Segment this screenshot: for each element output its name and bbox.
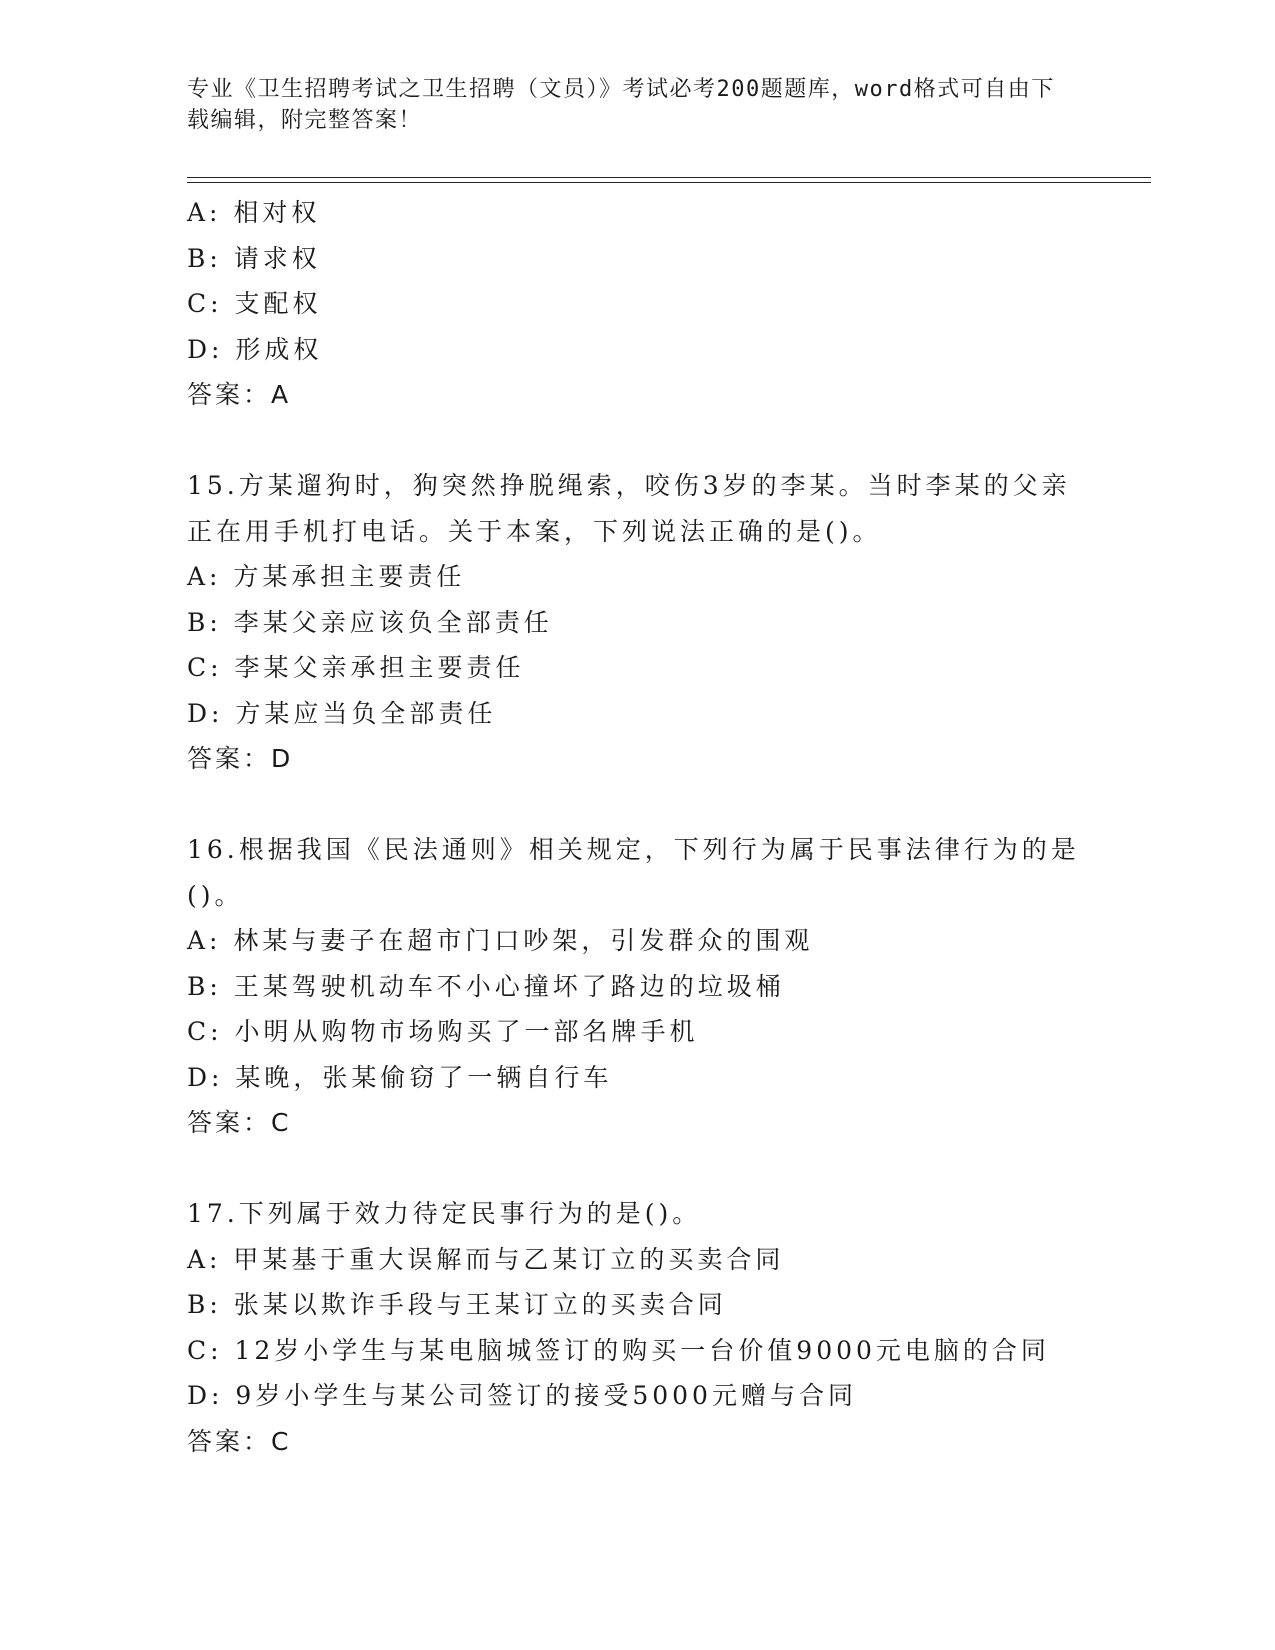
option-c: C: 支配权 <box>187 289 322 318</box>
document-header: 专业《卫生招聘考试之卫生招聘（文员）》考试必考200题题库，word格式可自由下载编辑，附完整答案！ <box>187 77 1055 133</box>
answer-line: 答案：C <box>187 1108 292 1137</box>
option-d: D: 某晚，张某偷窃了一辆自行车 <box>187 1062 613 1092</box>
option-b: B: 李某父亲应该负全部责任 <box>187 607 553 637</box>
spacer <box>187 418 1087 464</box>
option-b: B: 张某以欺诈手段与王某订立的买卖合同 <box>187 1290 727 1319</box>
option-a: A: 相对权 <box>187 198 321 227</box>
header-divider-bottom <box>187 182 1151 183</box>
question-block <box>187 1191 1087 1464</box>
option-d: D: 9岁小学生与某公司签订的接受5000元赠与合同 <box>187 1381 857 1410</box>
option-d: D: 形成权 <box>187 334 323 364</box>
option-c: C: 小明从购物市场购买了一部名牌手机 <box>187 1017 699 1046</box>
answer-line: 答案：C <box>187 1426 292 1456</box>
option-b: B: 请求权 <box>187 243 321 273</box>
option-c: C: 12岁小学生与某电脑城签订的购买一台价值9000元电脑的合同 <box>187 1335 1050 1365</box>
option-d: D: 方某应当负全部责任 <box>187 698 497 728</box>
spacer <box>187 1146 1087 1192</box>
question-block <box>187 827 1087 1146</box>
spacer <box>187 782 1087 828</box>
question-stem: 15.方某遛狗时，狗突然挣脱绳索，咬伤3岁的李某。当时李某的父亲正在用手机打电话。关于本案，下列说法正确的是()。 <box>187 471 1071 546</box>
answer-line: 答案：A <box>187 380 292 409</box>
option-a: A: 甲某基于重大误解而与乙某订立的买卖合同 <box>187 1244 785 1274</box>
question-stem: 17.下列属于效力待定民事行为的是()。 <box>187 1199 702 1228</box>
question-block <box>187 190 1087 418</box>
option-a: A: 方某承担主要责任 <box>187 562 466 591</box>
option-b: B: 王某驾驶机动车不小心撞坏了路边的垃圾桶 <box>187 971 785 1001</box>
question-block <box>187 463 1087 782</box>
header-divider-top <box>187 177 1151 178</box>
option-c: C: 李某父亲承担主要责任 <box>187 653 525 682</box>
option-a: A: 林某与妻子在超市门口吵架，引发群众的围观 <box>187 926 814 955</box>
answer-line: 答案：D <box>187 744 294 773</box>
question-stem: 16.根据我国《民法通则》相关规定，下列行为属于民事法律行为的是()。 <box>187 835 1080 910</box>
question-list <box>187 190 1087 1464</box>
